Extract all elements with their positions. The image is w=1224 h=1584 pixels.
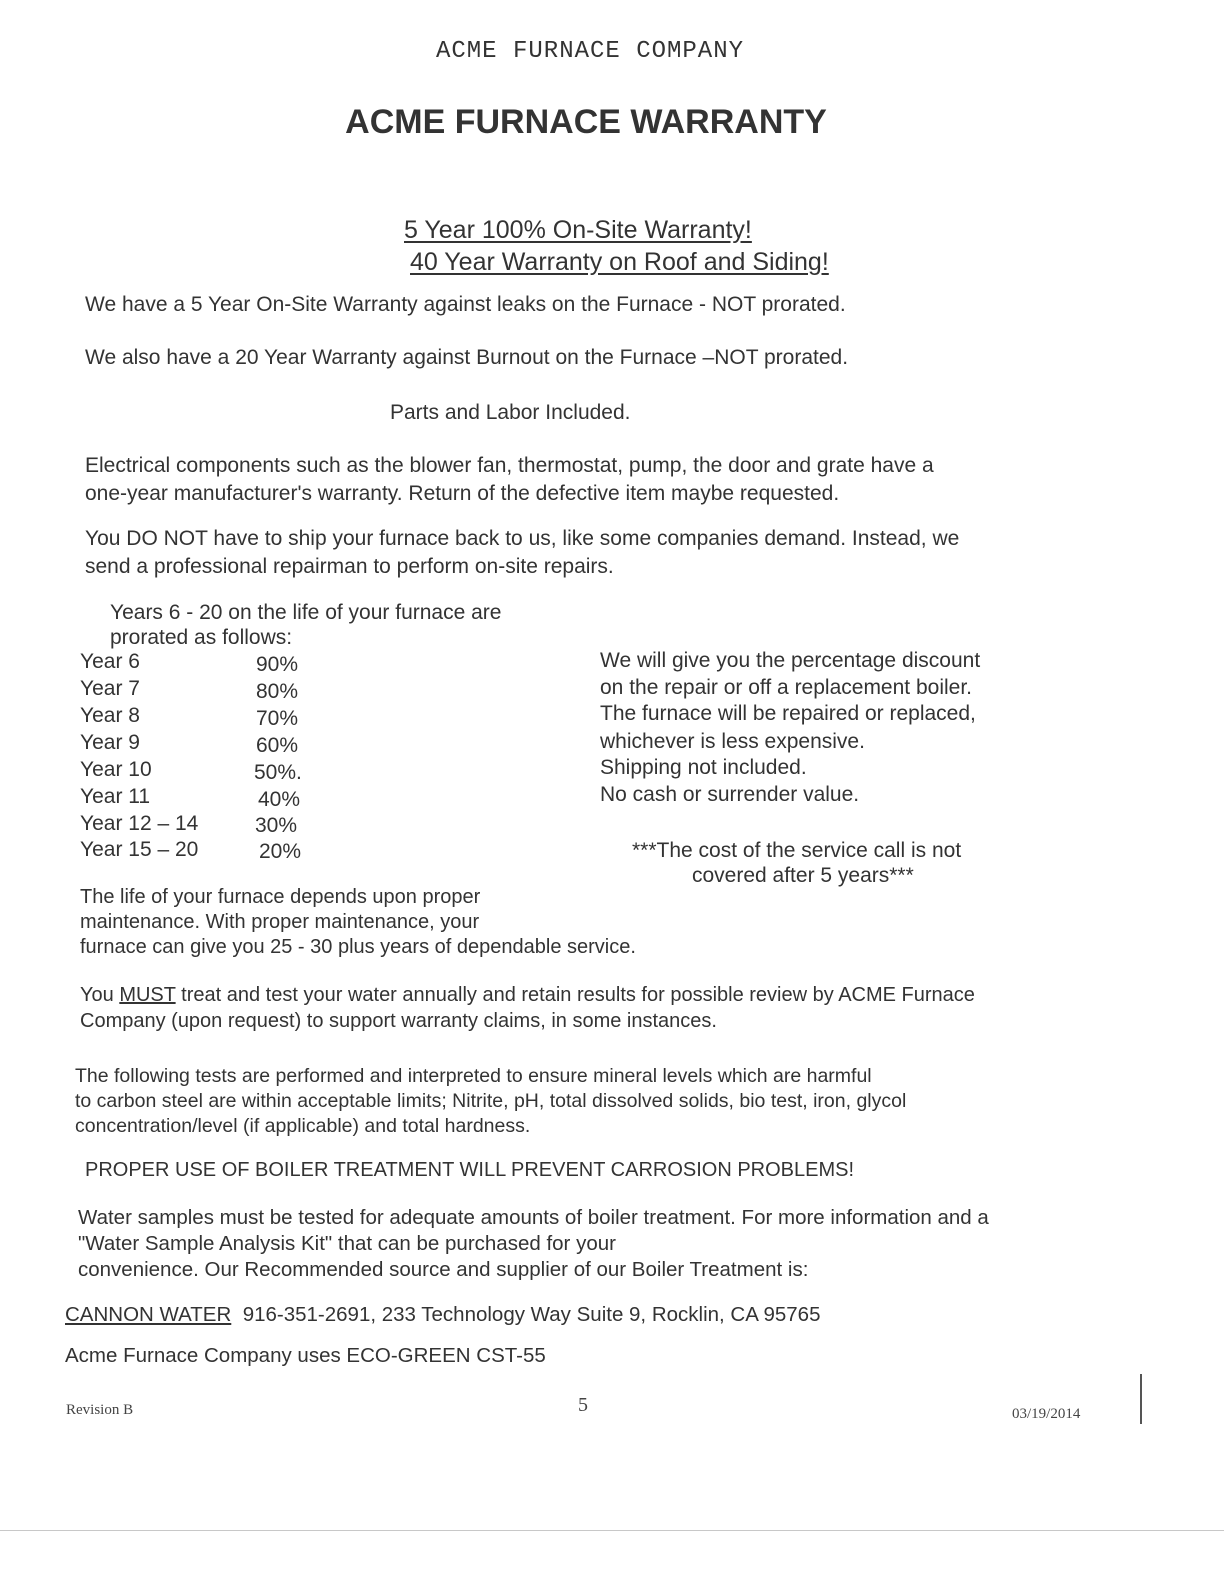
proration-note: on the repair or off a replacement boiler. — [600, 676, 973, 699]
must-post: treat and test your water annually and retain results for possible review by ACME Furnace — [175, 984, 975, 1006]
tests-line-2: to carbon steel are within acceptable limits; Nitrite, pH, total dissolved solids, bio test, iron, glycol — [75, 1090, 907, 1112]
proration-percent: 70% — [256, 707, 299, 730]
proration-year: Year 11 — [80, 785, 151, 808]
scan-bottom-edge — [0, 1530, 1224, 1531]
proration-note: We will give you the percentage discount — [600, 649, 981, 672]
service-call-note-line-1: ***The cost of the service call is not — [632, 839, 962, 862]
no-ship-line-1: You DO NOT have to ship your furnace back to us, like some companies demand. Instead, we — [85, 527, 960, 550]
proration-percent: 50%. — [254, 761, 302, 784]
proration-percent: 20% — [259, 840, 302, 863]
service-call-note-line-2: covered after 5 years*** — [692, 864, 914, 887]
proration-note: No cash or surrender value. — [600, 783, 860, 806]
supplier-name: CANNON WATER — [65, 1303, 232, 1326]
page-number: 5 — [578, 1394, 588, 1416]
supplier-details: 916-351-2691, 233 Technology Way Suite 9, Rocklin, CA 95765 — [242, 1303, 821, 1326]
proration-year: Year 7 — [80, 677, 140, 700]
samples-line-3: convenience. Our Recommended source and supplier of our Boiler Treatment is: — [78, 1258, 809, 1281]
tests-line-1: The following tests are performed and interpreted to ensure mineral levels which are harmful — [75, 1065, 872, 1087]
samples-line-2: "Water Sample Analysis Kit" that can be purchased for your — [78, 1232, 616, 1255]
proration-note: Shipping not included. — [600, 756, 807, 779]
proration-intro-line-1: Years 6 - 20 on the life of your furnace are — [110, 601, 502, 624]
proration-note: whichever is less expensive. — [600, 730, 865, 753]
tests-line-3: concentration/level (if applicable) and total hardness. — [75, 1115, 531, 1137]
proration-year: Year 10 — [80, 758, 152, 781]
supplier-line — [65, 1302, 820, 1328]
scan-edge-mark — [1140, 1374, 1142, 1424]
proration-year: Year 8 — [80, 704, 140, 727]
maintenance-line-2: maintenance. With proper maintenance, your — [80, 911, 480, 933]
proration-year: Year 9 — [80, 731, 140, 754]
subtitle-on-site-warranty: 5 Year 100% On-Site Warranty! — [404, 216, 752, 244]
burnout-warranty-text: We also have a 20 Year Warranty against Burnout on the Furnace –NOT prorated. — [85, 346, 849, 369]
no-ship-line-2: send a professional repairman to perform on-site repairs. — [85, 555, 614, 578]
maintenance-line-1: The life of your furnace depends upon proper — [80, 886, 481, 908]
proration-percent: 90% — [256, 653, 299, 676]
proper-use-warning: PROPER USE OF BOILER TREATMENT WILL PREVENT CARROSION PROBLEMS! — [85, 1159, 855, 1181]
proration-year: Year 6 — [80, 650, 140, 673]
proration-intro-line-2: prorated as follows: — [110, 626, 293, 649]
proration-year: Year 12 – 14 — [80, 812, 199, 835]
samples-line-1: Water samples must be tested for adequate amounts of boiler treatment. For more information and a — [78, 1206, 989, 1229]
must-treat-line-2: Company (upon request) to support warranty claims, in some instances. — [80, 1010, 717, 1032]
company-name: ACME FURNACE COMPANY — [435, 38, 745, 65]
page-title: ACME FURNACE WARRANTY — [345, 103, 827, 141]
parts-labor-text: Parts and Labor Included. — [390, 401, 631, 424]
proration-percent: 30% — [255, 814, 298, 837]
revision-label: Revision B — [66, 1402, 134, 1418]
proration-percent: 60% — [256, 734, 299, 757]
maintenance-line-3: furnace can give you 25 - 30 plus years of dependable service. — [80, 936, 636, 958]
subtitle-roof-siding-warranty: 40 Year Warranty on Roof and Siding! — [410, 248, 829, 276]
must-treat-line-1 — [80, 982, 975, 1008]
electrical-components-line-2: one-year manufacturer's warranty. Return of the defective item maybe requested. — [85, 482, 840, 505]
proration-year: Year 15 – 20 — [80, 838, 199, 861]
must-pre: You — [80, 984, 120, 1006]
eco-green-text: Acme Furnace Company uses ECO-GREEN CST-55 — [65, 1344, 546, 1367]
proration-percent: 80% — [256, 680, 299, 703]
leak-warranty-text: We have a 5 Year On-Site Warranty against leaks on the Furnace - NOT prorated. — [85, 293, 846, 316]
must-emphasis: MUST — [119, 984, 176, 1006]
proration-note: The furnace will be repaired or replaced, — [600, 702, 976, 725]
proration-percent: 40% — [258, 788, 301, 811]
revision-date: 03/19/2014 — [1012, 1406, 1081, 1422]
electrical-components-line-1: Electrical components such as the blower fan, thermostat, pump, the door and grate have a — [85, 454, 934, 477]
